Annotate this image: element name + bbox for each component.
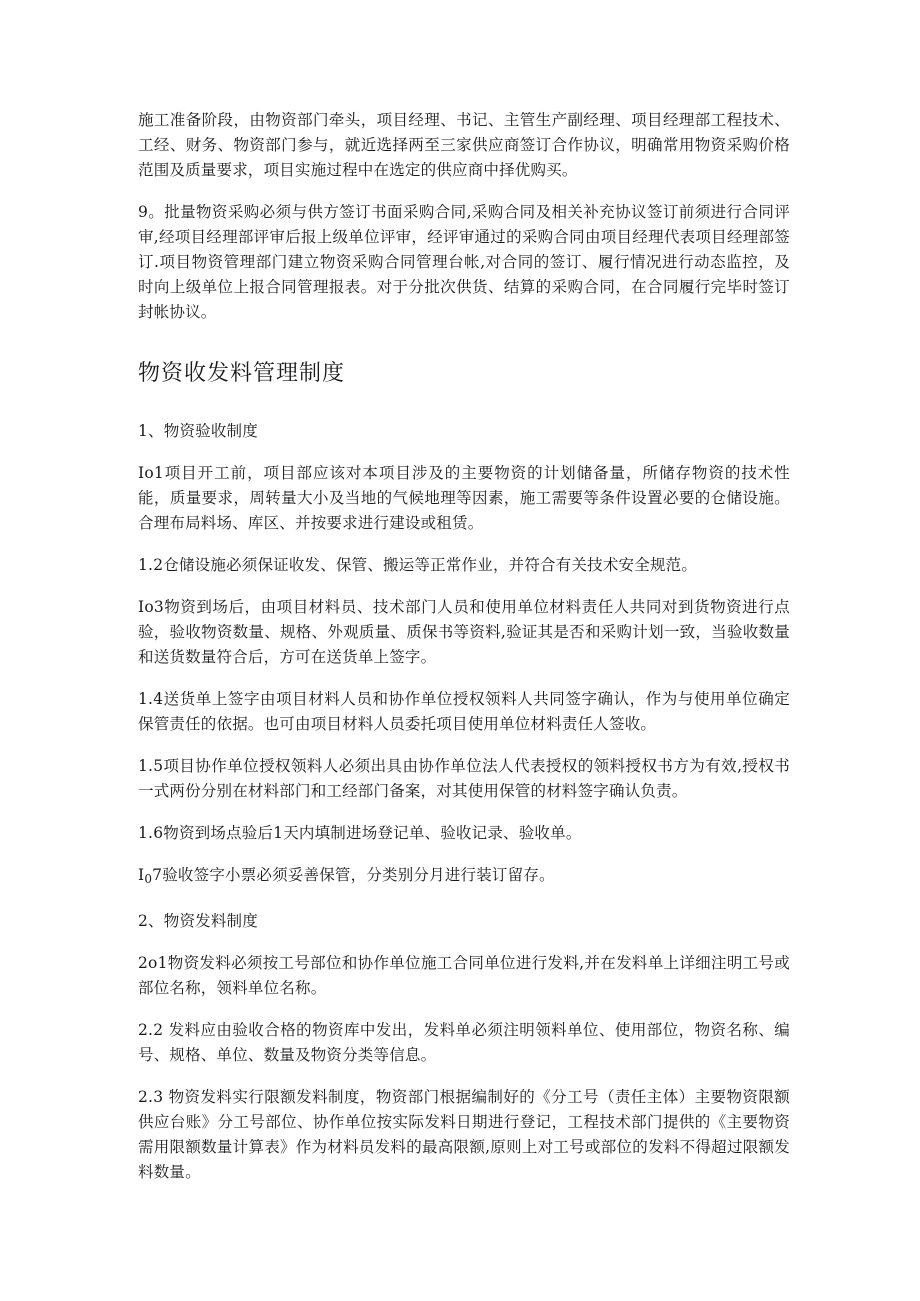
paragraph-item-1-3: Io3物资到场后，由项目材料员、技术部门人员和使用单位材料责任人共同对到货物资进行点验，验收物资数量、规格、外观质量、质保书等资料,验证其是否和采购计划一致，当验收数量和送货数量符合后，方可在送货单上签字。 (138, 598, 790, 666)
paragraph-item-1-7 (138, 863, 790, 892)
section-heading: 物资收发料管理制度 (138, 361, 346, 386)
paragraph-item-1-6: 1.6物资到场点验后1天内填制进场登记单、验收记录、验收单。 (138, 824, 582, 842)
subsection-title-acceptance: 1、物资验收制度 (138, 422, 258, 440)
item-1-7-prefix: I (138, 866, 145, 884)
paragraph-item-2-3: 2.3 物资发料实行限额发料制度，物资部门根据编制好的《分工号（责任主体）主要物资限额供应台账》分工号部位、协作单位按实际发料日期进行登记，工程技术部门提供的《主要物资需用限额数量计算表》作为材料员发料的最高限额,原则上对工号或部位的发料不得超过限额发料数量。 (138, 1088, 790, 1181)
paragraph-item-1-4: 1.4送货单上签字由项目材料人员和协作单位授权领料人共同签字确认，作为与使用单位确定保管责任的依据。也可由项目材料人员委托项目使用单位材料责任人签收。 (138, 690, 790, 733)
item-1-7-subscript: 0 (144, 872, 153, 886)
paragraph-item-9: 9。批量物资采购必须与供方签订书面采购合同,采购合同及相关补充协议签订前须进行合同评审,经项目经理部评审后报上级单位评审，经评审通过的采购合同由项目经理代表项目经理部签订.项目物资管理部门建立物资采购合同管理台帐,对合同的签订、履行情况进行动态监控，及时向上级单位上报合同管理报表。对于分批次供货、结算的采购合同，在合同履行完毕时签订封帐协议。 (138, 203, 790, 321)
paragraph-item-2-2: 2.2 发料应由验收合格的物资库中发出，发料单必须注明领料单位、使用部位，物资名称、编号、规格、单位、数量及物资分类等信息。 (138, 1021, 790, 1064)
paragraph-item-2-1: 2o1物资发料必须按工号部位和协作单位施工合同单位进行发料,并在发料单上详细注明工号或部位名称，领料单位名称。 (138, 954, 790, 997)
paragraph-preparation-stage: 施工准备阶段，由物资部门牵头，项目经理、书记、主管生产副经理、项目经理部工程技术、工经、财务、物资部门参与，就近选择两至三家供应商签订合作协议，明确常用物资采购价格范围及质量要求，项目实施过程中在选定的供应商中择优购买。 (138, 111, 790, 179)
document-body (138, 108, 790, 1202)
paragraph-item-1-2: 1.2仓储设施必须保证收发、保管、搬运等正常作业，并符合有关技术安全规范。 (138, 556, 698, 574)
subsection-title-issuing: 2、物资发料制度 (138, 912, 258, 930)
paragraph-item-1-5: 1.5项目协作单位授权领料人必须出具由协作单位法人代表授权的领料授权书方为有效,授权书一式两份分别在材料部门和工经部门备案，对其使用保管的材料签字确认负责。 (138, 757, 790, 800)
item-1-7-text: 7验收签字小票必须妥善保管，分类别分月进行装订留存。 (152, 866, 555, 884)
paragraph-item-1-1: Io1项目开工前，项目部应该对本项目涉及的主要物资的计划储备量，所储存物资的技术性能，质量要求，周转量大小及当地的气候地理等因素，施工需要等条件设置必要的仓储设施。合理布局料场、库区、并按要求进行建设或租赁。 (138, 464, 790, 532)
